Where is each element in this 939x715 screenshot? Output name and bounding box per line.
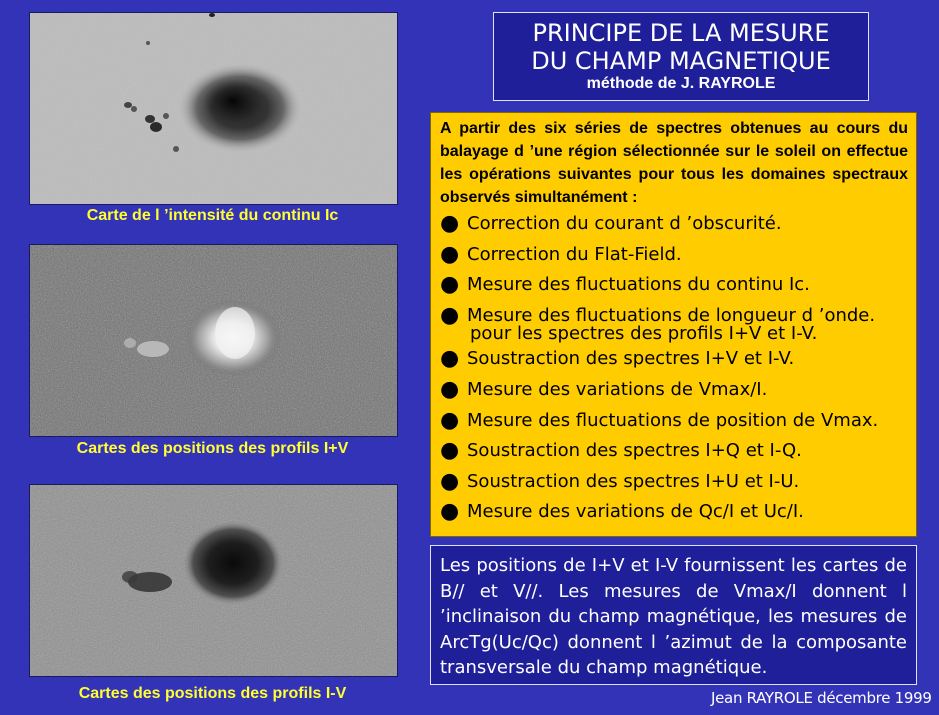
list-item: ● Mesure des fluctuations de longueur d ’onde. pour les spectres des profils I+V et I-V.: [440, 301, 908, 345]
iplusv-map-caption: Cartes des positions des profils I+V: [76, 440, 349, 457]
steps-box: [430, 112, 917, 537]
list-item: ● Mesure des variations de Qc/I et Uc/I.: [440, 497, 908, 528]
list-item: ● Mesure des fluctuations du continu Ic.: [440, 270, 908, 301]
title-line-1: PRINCIPE DE LA MESURE: [532, 19, 830, 47]
steps-intro: A partir des six séries de spectres obtenues au cours du balayage d ’une région sélectionnée sur le soleil on effectue les opérations suivantes pour tous les domaines spectraux observés simultanément :: [440, 120, 908, 206]
intensity-map-image: [29, 12, 398, 205]
list-item: ● Soustraction des spectres I+Q et I-Q.: [440, 436, 908, 467]
list-item: ● Soustraction des spectres I+U et I-U.: [440, 467, 908, 498]
steps-list: [440, 209, 908, 528]
bullet-icon: ●: [440, 407, 460, 433]
list-item-continuation: pour les spectres des profils I+V et I-V.: [470, 323, 818, 345]
bullet-icon: ●: [440, 468, 460, 494]
list-item: ● Correction du courant d ’obscurité.: [440, 209, 908, 240]
iminusv-map-image: [29, 484, 398, 677]
method-subtitle: méthode de J. RAYROLE: [586, 75, 776, 92]
bullet-icon: ●: [440, 376, 460, 402]
list-item: ● Mesure des variations de Vmax/I.: [440, 375, 908, 406]
bullet-icon: ●: [440, 302, 460, 328]
intensity-map-caption: Carte de l ’intensité du continu Ic: [86, 207, 339, 224]
bullet-icon: ●: [440, 211, 460, 236]
bullet-icon: ●: [440, 241, 460, 267]
bullet-icon: ●: [440, 346, 460, 372]
list-item: ● Soustraction des spectres I+V et I-V.: [440, 344, 908, 375]
bullet-icon: ●: [440, 272, 460, 298]
author-credit: Jean RAYROLE décembre 1999: [711, 689, 932, 707]
list-item: ● Mesure des fluctuations de position de Vmax.: [440, 406, 908, 437]
iminusv-map-caption: Cartes des positions des profils I-V: [78, 685, 347, 702]
bullet-icon: ●: [440, 499, 460, 525]
list-item: ● Correction du Flat-Field.: [440, 240, 908, 271]
iplusv-map-image: [29, 244, 398, 437]
summary-box: Les positions de I+V et I-V fournissent les cartes de B// et V//. Les mesures de Vmax/I donnent l ’inclinaison du champ magnétique, les mesures de ArcTg(Uc/Qc) donnent l ’azimut de la composante transversale du champ magnétique.: [430, 545, 917, 685]
title-line-2: DU CHAMP MAGNETIQUE: [531, 47, 831, 75]
title-box: [493, 12, 869, 101]
bullet-icon: ●: [440, 438, 460, 464]
